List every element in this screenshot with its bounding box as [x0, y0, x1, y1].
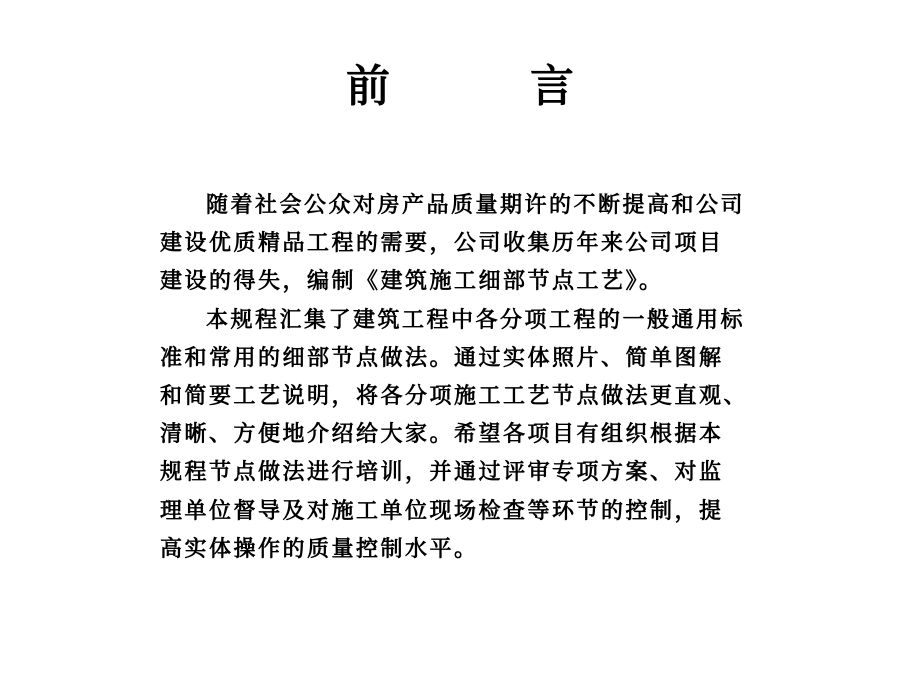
- preface-body: [160, 186, 800, 568]
- page-title: 前 言: [346, 61, 622, 112]
- paragraph-1-line-1: 随着社会公众对房产品质量期许的不断提高和公司: [206, 192, 746, 218]
- paragraph-2-line-7: 高实体操作的质量控制水平。: [160, 535, 479, 562]
- paragraph-2-line-4: 清晰、方便地介绍给大家。希望各项目有组织根据本: [160, 421, 724, 448]
- paragraph-2-line-3: 和简要工艺说明，将各分项施工工艺节点做法更直观、: [160, 382, 749, 409]
- paragraph-2-line-2: 准和常用的细部节点做法。通过实体照片、简单图解: [160, 344, 724, 371]
- paragraph-2-line-1: 本规程汇集了建筑工程中各分项工程的一般通用标: [206, 306, 746, 333]
- paragraph-1-line-2: 建设优质精品工程的需要，公司收集历年来公司项目: [160, 230, 724, 257]
- paragraph-2-line-6: 理单位督导及对施工单位现场检查等环节的控制，提: [160, 497, 724, 524]
- paragraph-1-line-3: 建设的得失，编制《建筑施工细部节点工艺》。: [160, 268, 664, 295]
- paragraph-2-line-5: 规程节点做法进行培训，并通过评审专项方案、对监: [160, 459, 724, 486]
